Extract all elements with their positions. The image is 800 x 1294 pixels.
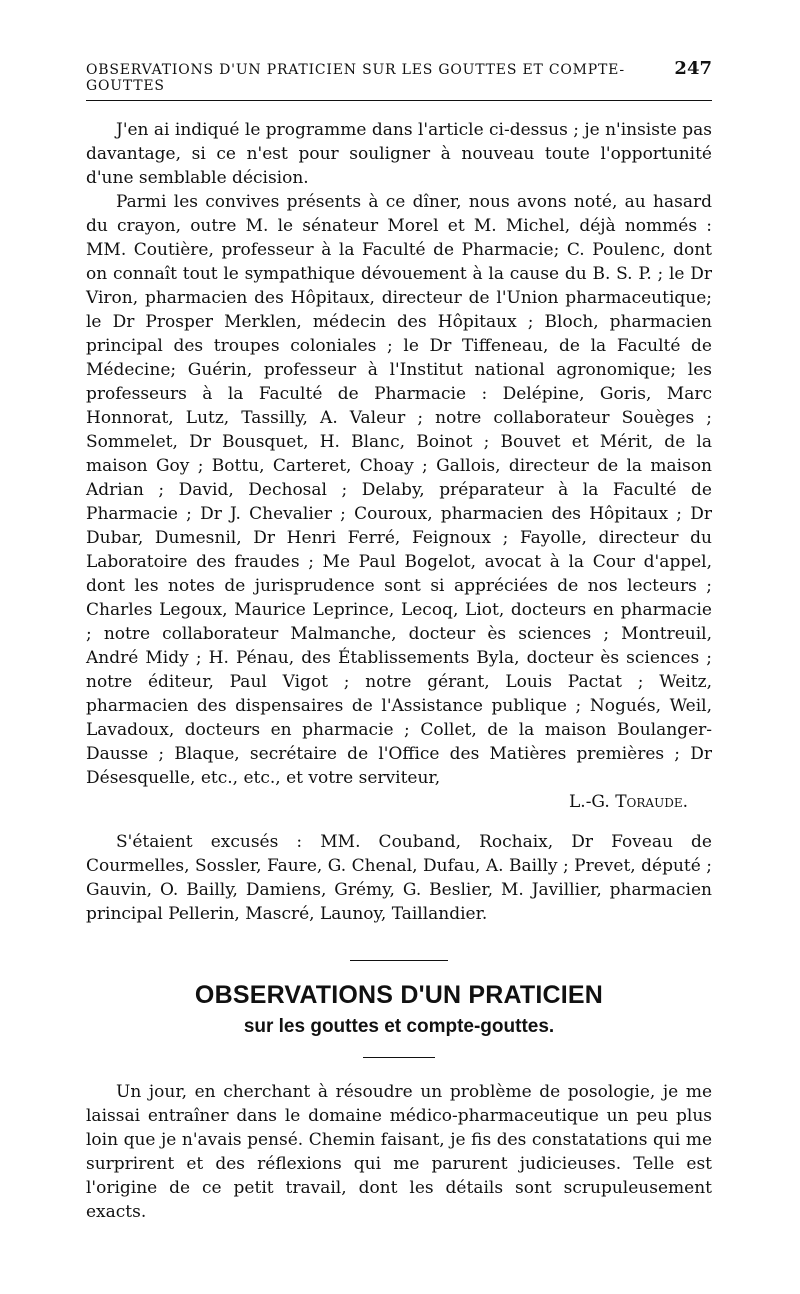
running-header	[86, 58, 712, 94]
paragraph-program: J'en ai indiqué le programme dans l'article ci-dessus ; je n'insiste pas davantage, si ce n'est pour souligner à nouveau toute l'opportunité d'une semblable décision.	[86, 120, 712, 188]
section-divider	[350, 960, 448, 961]
subtitle-divider	[363, 1057, 435, 1058]
article-body	[86, 118, 712, 1224]
header-rule	[86, 100, 712, 101]
paragraph-excused: S'étaient excusés : MM. Couband, Rochaix, Dr Foveau de Courmelles, Sossler, Faure, G. Chenal, Dufau, A. Bailly ; Prevet, député ; Gauvin, O. Bailly, Damiens, Grémy, G. Beslier, M. Javillier, pharmacien principal Pellerin, Mascré, Launoy, Taillandier.	[86, 832, 712, 924]
author-signature: L.-G. Toraude.	[569, 792, 688, 812]
document-page	[86, 58, 712, 1224]
page-number: 247	[674, 58, 712, 79]
section-subtitle: sur les gouttes et compte-gouttes.	[243, 1016, 555, 1037]
section-body	[86, 1080, 712, 1224]
section-title: OBSERVATIONS D'UN PRATICIEN	[194, 981, 604, 1009]
paragraph-guests: Parmi les convives présents à ce dîner, nous avons noté, au hasard du crayon, outre M. le sénateur Morel et M. Michel, déjà nommés : MM. Coutière, professeur à la Faculté de Pharmacie; C. Poulenc, dont on connaît tout le sympathique dévouement à la cause du B. S. P. ; le Dr Viron, pharmacien des Hôpitaux, directeur de l'Union pharmaceutique; le Dr Prosper Merklen, médecin des Hôpitaux ; Bloch, pharmacien principal des troupes coloniales ; le Dr Tiffeneau, de la Faculté de Médecine; Guérin, professeur à l'Institut national agronomique; les professeurs à la Faculté de Pharmacie : Delépine, Goris, Marc Honnorat, Lutz, Tassilly, A. Valeur ; notre collaborateur Souèges ; Sommelet, Dr Bousquet, H. Blanc, Boinot ; Bouvet et Mérit, de la maison Goy ; Bottu, Carteret, Choay ; Gallois, directeur de la maison Adrian ; David, Dechosal ; Delaby, préparateur à la Faculté de Pharmacie ; Dr J. Chevalier ; Couroux, pharmacien des Hôpitaux ; Dr Dubar, Dumesnil, Dr Henri Ferré, Feignoux ; Fayolle, directeur du Laboratoire des fraudes ; Me Paul Bogelot, avocat à la Cour d'appel, dont les notes de jurisprudence sont si appréciées de nos lecteurs ; Charles Legoux, Maurice Leprince, Lecoq, Liot, docteurs en pharmacie ; notre collaborateur Malmanche, docteur ès sciences ; Montreuil, André Midy ; H. Pénau, des Établissements Byla, docteur ès sciences ; notre éditeur, Paul Vigot ; notre gérant, Louis Pactat ; Weitz, pharmacien des dispensaires de l'Assistance publique ; Nogués, Weil, Lavadoux, docteurs en pharmacie ; Collet, de la maison Boulanger-Dausse ; Blaque, secrétaire de l'Office des Matières premières ; Dr Désesquelle, etc., etc., et votre serviteur,	[86, 192, 712, 788]
paragraph-opening: Un jour, en cherchant à résoudre un problème de posologie, je me laissai entraîner dans le domaine médico-pharmaceutique un peu plus loin que je n'avais pensé. Chemin faisant, je fis des constatations qui me surprirent et des réflexions qui me parurent judicieuses. Telle est l'origine de ce petit travail, dont les détails sont scrupuleusement exacts.	[86, 1082, 712, 1222]
running-title: OBSERVATIONS D'UN PRATICIEN SUR LES GOUTTES ET COMPTE-GOUTTES	[86, 62, 625, 94]
